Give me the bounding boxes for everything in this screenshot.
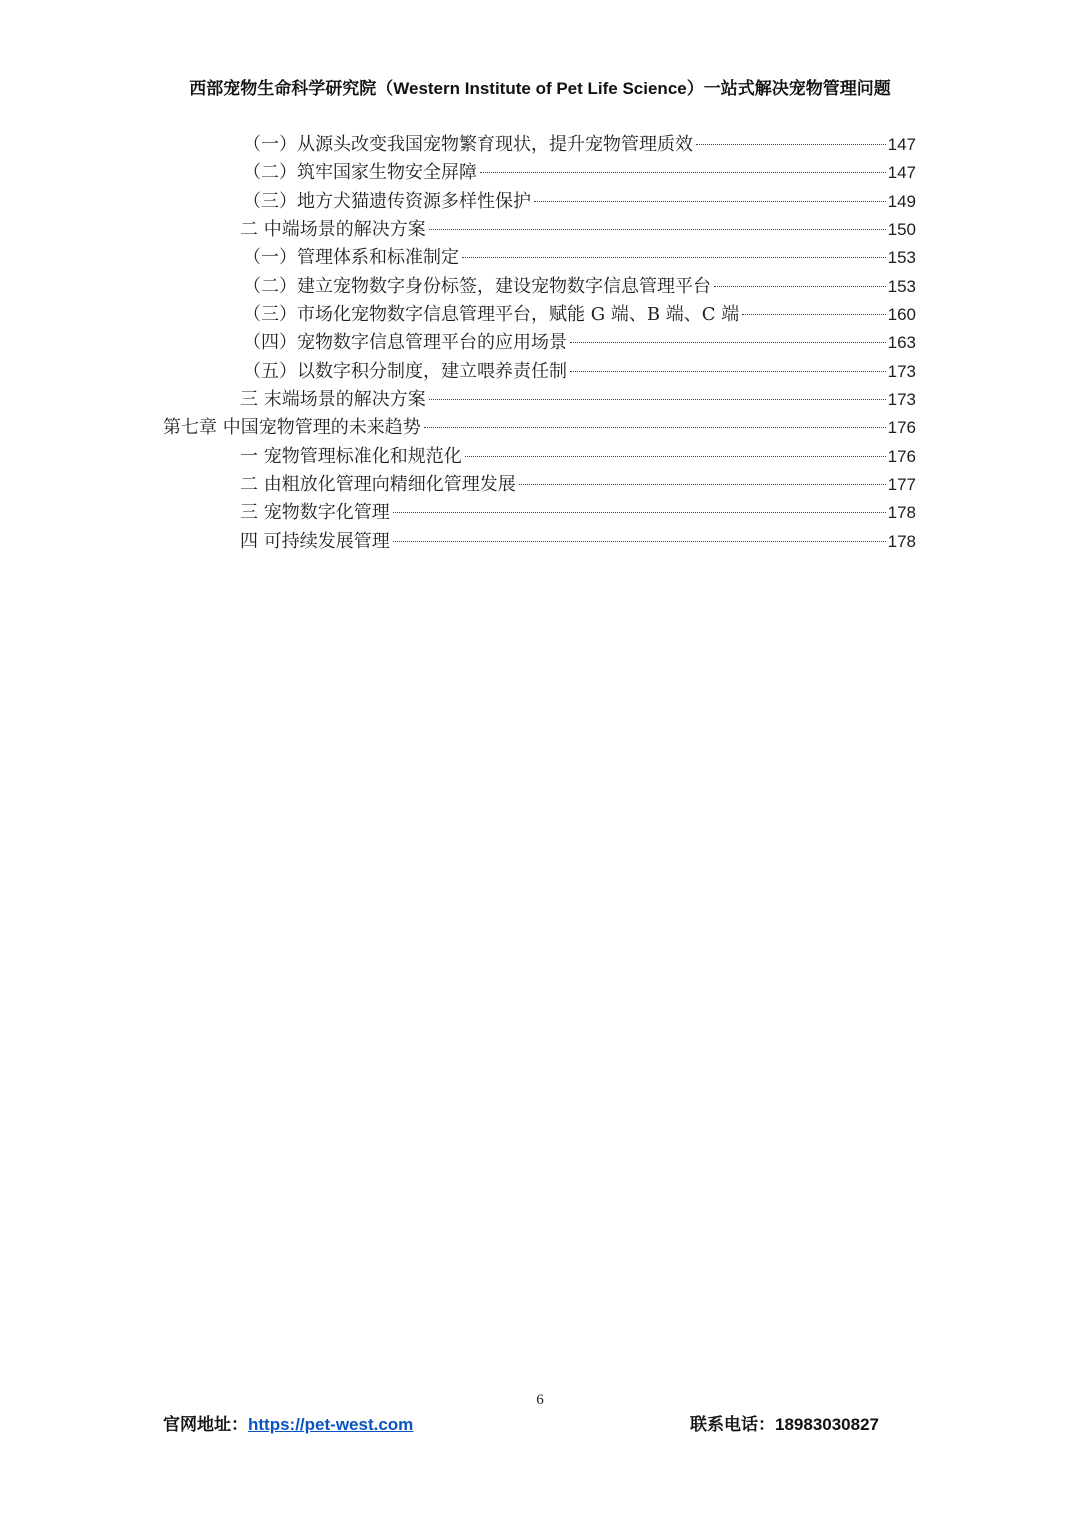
toc-section-entry <box>240 499 916 527</box>
toc-entry-label: 二 中端场景的解决方案 <box>240 219 426 241</box>
toc-entry-page: 173 <box>887 390 916 410</box>
toc-entry-page: 173 <box>887 361 916 381</box>
dot-leader <box>534 201 886 202</box>
toc-section-entry <box>240 216 916 244</box>
toc-section-entry <box>240 471 916 499</box>
toc-entry-page: 178 <box>887 503 916 523</box>
toc-entry <box>243 188 916 216</box>
toc-entry-page: 153 <box>887 248 916 268</box>
phone-number: 18983030827 <box>775 1415 880 1434</box>
dot-leader <box>742 314 885 315</box>
footer-website <box>163 1414 413 1436</box>
toc-entry-label: 三 末端场景的解决方案 <box>240 389 426 411</box>
toc-entry-label: （五）以数字积分制度，建立喂养责任制 <box>243 360 567 382</box>
footer-phone <box>690 1414 879 1436</box>
toc-entry-label: （三）地方犬猫遗传资源多样性保护 <box>243 190 531 212</box>
toc-entry-label: 三 宠物数字化管理 <box>240 502 390 524</box>
dot-leader <box>570 342 886 343</box>
dot-leader <box>519 484 886 485</box>
toc-entry-label: 第七章 中国宠物管理的未来趋势 <box>163 417 421 439</box>
toc-entry <box>243 159 916 187</box>
dot-leader <box>465 456 886 457</box>
toc-entry-page: 160 <box>887 305 916 325</box>
toc-entry <box>243 301 916 329</box>
toc-entry-page: 147 <box>887 135 916 154</box>
phone-label: 联系电话： <box>690 1415 775 1434</box>
dot-leader <box>424 427 886 428</box>
toc-entry-label: （二）筑牢国家生物安全屏障 <box>243 162 477 184</box>
dot-leader <box>696 144 886 145</box>
toc-entry-page: 178 <box>887 531 916 551</box>
toc-chapter-entry <box>163 414 916 442</box>
dot-leader <box>429 399 886 400</box>
page-header: 西部宠物生命科学研究院（Western Institute of Pet Life Science）一站式解决宠物管理问题 <box>189 79 891 98</box>
dot-leader <box>393 512 886 513</box>
toc-section-entry <box>240 528 916 556</box>
toc-entry <box>243 329 916 357</box>
toc-entry-label: （一）从源头改变我国宠物繁育现状，提升宠物管理质效 <box>243 134 693 155</box>
toc-entry-label: 四 可持续发展管理 <box>240 530 390 552</box>
dot-leader <box>714 286 886 287</box>
dot-leader <box>393 541 886 542</box>
toc-entry-page: 176 <box>887 446 916 466</box>
toc-entry-label: （二）建立宠物数字身份标签，建设宠物数字信息管理平台 <box>243 275 711 297</box>
toc-entry-label: （一）管理体系和标准制定 <box>243 247 459 269</box>
toc-entry <box>243 358 916 386</box>
dot-leader <box>429 229 886 230</box>
toc-entry <box>243 273 916 301</box>
toc-entry-page: 153 <box>887 276 916 296</box>
toc-entry-page: 149 <box>887 191 916 211</box>
toc-entry-page: 176 <box>887 418 916 438</box>
toc-entry-page: 163 <box>887 333 916 353</box>
dot-leader <box>462 257 886 258</box>
toc-entry-label: （四）宠物数字信息管理平台的应用场景 <box>243 332 567 354</box>
page-number: 6 <box>536 1392 544 1408</box>
website-label: 官网地址： <box>163 1415 248 1434</box>
table-of-contents <box>0 131 1080 556</box>
toc-entry-label: （三）市场化宠物数字信息管理平台，赋能 G 端、B 端、C 端 <box>243 304 740 326</box>
toc-entry-page: 147 <box>887 163 916 183</box>
toc-entry-label: 一 宠物管理标准化和规范化 <box>240 445 462 467</box>
dot-leader <box>570 371 886 372</box>
toc-entry-page: 177 <box>887 475 916 495</box>
toc-entry-label: 二 由粗放化管理向精细化管理发展 <box>240 474 516 496</box>
toc-entry-page: 150 <box>887 220 916 240</box>
toc-section-entry <box>240 443 916 471</box>
website-link[interactable]: https://pet-west.com <box>248 1415 414 1434</box>
toc-entry <box>243 131 916 159</box>
toc-entry <box>243 244 916 272</box>
toc-section-entry <box>240 386 916 414</box>
dot-leader <box>480 172 886 173</box>
